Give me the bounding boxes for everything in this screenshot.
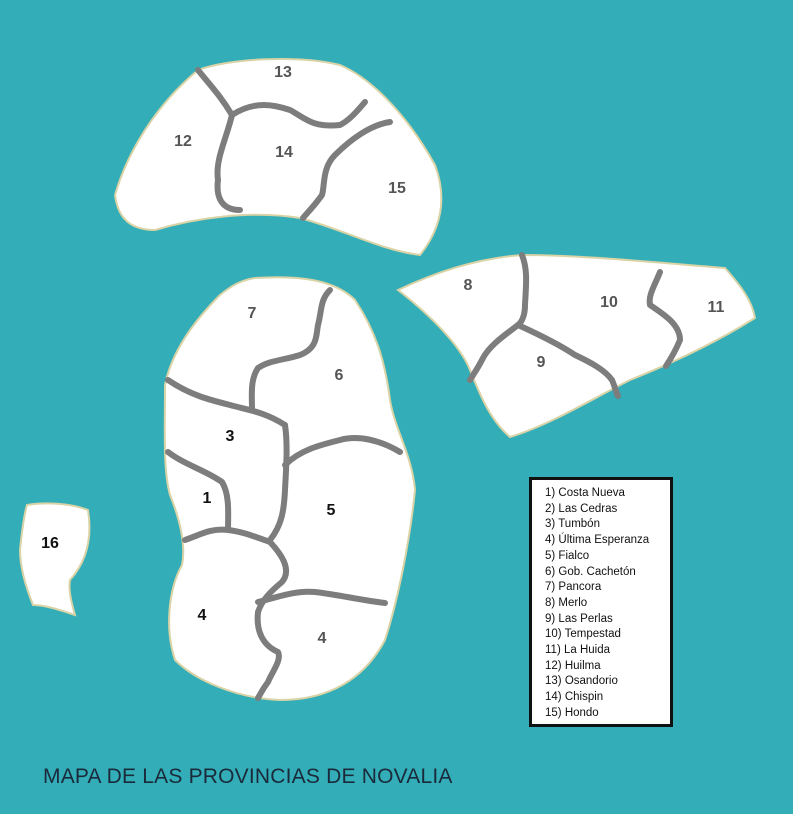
region-label-14: 14 xyxy=(275,144,293,161)
region-label-13: 13 xyxy=(274,64,292,81)
region-label-4-east: 4 xyxy=(317,630,327,647)
legend xyxy=(529,477,673,727)
legend-item: 1) Costa Nueva xyxy=(545,487,625,499)
region-label-4-west: 4 xyxy=(197,607,207,624)
legend-item: 3) Tumbón xyxy=(545,518,600,531)
legend-item: 13) Osandorio xyxy=(545,675,618,688)
east-island xyxy=(398,255,755,437)
region-label-12: 12 xyxy=(174,133,192,150)
legend-item: 15) Hondo xyxy=(545,706,599,719)
region-label-11: 11 xyxy=(707,299,725,316)
region-label-7: 7 xyxy=(247,305,257,322)
region-label-6: 6 xyxy=(334,367,344,384)
legend-item: 11) La Huida xyxy=(545,644,610,657)
legend-item: 14) Chispin xyxy=(545,691,604,704)
legend-item: 6) Gob. Cachetón xyxy=(545,565,636,578)
region-label-15: 15 xyxy=(388,180,406,197)
main-island xyxy=(165,277,415,700)
legend-item: 9) Las Perlas xyxy=(545,612,613,625)
legend-item: 8) Merlo xyxy=(545,596,588,609)
legend-item: 12) Huilma xyxy=(545,659,601,672)
legend-item: 10) Tempestad xyxy=(545,628,621,641)
map-title: MAPA DE LAS PROVINCIAS DE NOVALIA xyxy=(43,765,453,788)
legend-item: 4) Última Esperanza xyxy=(545,534,650,547)
region-label-10: 10 xyxy=(600,294,618,311)
legend-item: 5) Fialco xyxy=(545,549,590,562)
legend-item: 2) Las Cedras xyxy=(545,502,618,515)
region-label-5: 5 xyxy=(326,502,336,519)
region-label-16: 16 xyxy=(41,535,59,552)
region-label-3: 3 xyxy=(225,428,235,445)
region-label-1: 1 xyxy=(202,490,212,507)
region-label-8: 8 xyxy=(463,277,473,294)
legend-item: 7) Pancora xyxy=(545,581,602,594)
west-islet xyxy=(20,503,89,615)
region-label-9: 9 xyxy=(536,354,546,371)
